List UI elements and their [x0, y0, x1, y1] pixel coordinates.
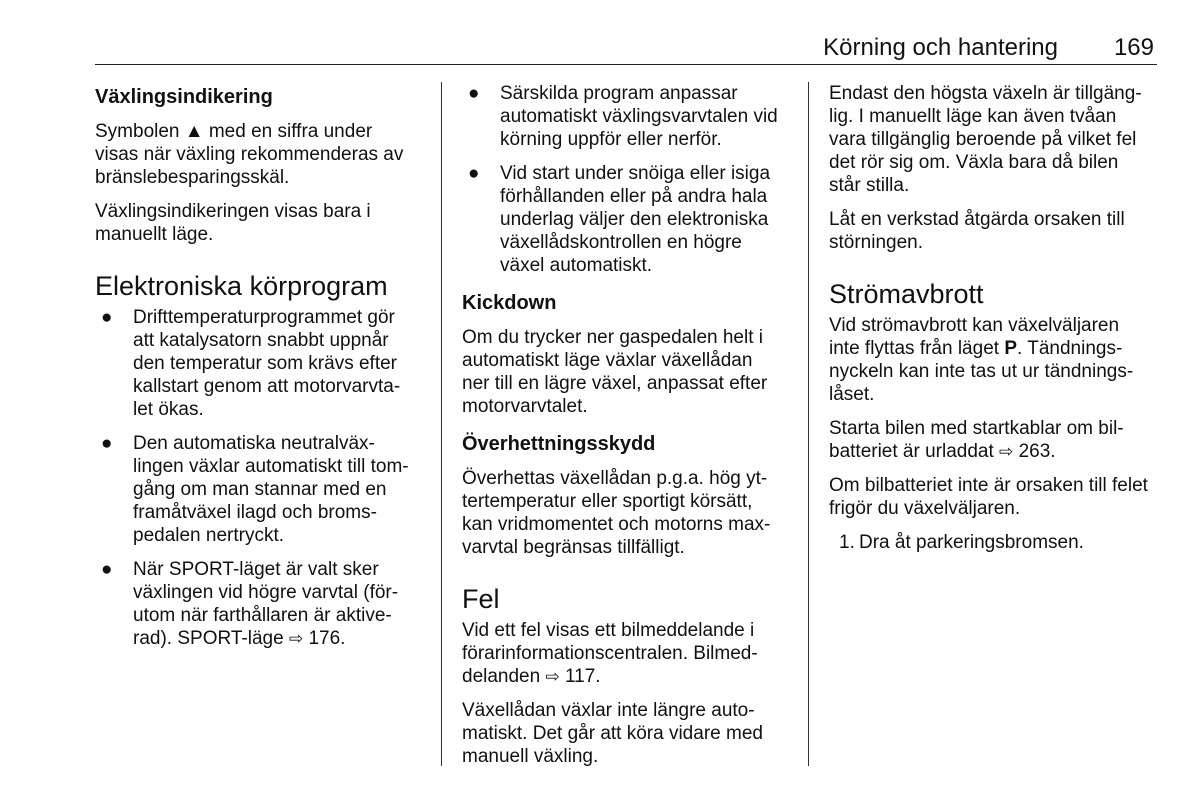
paragraph: Vid ett fel visas ett bilmeddelande i förarinformationscentralen. Bilmed- delanden ⇨ 117. [462, 620, 758, 687]
paragraph: Om bilbatteriet inte är orsaken till felet frigör du växelväljaren. [829, 475, 1148, 519]
column-1 [95, 82, 425, 661]
column-3 [829, 82, 1159, 562]
bullet-icon: ● [468, 83, 480, 104]
list-item: ● När SPORT-läget är valt sker växlingen vid högre varvtal (för- utom när farthållaren är aktive- rad). SPORT-läge ⇨ 176. [101, 559, 399, 649]
paragraph: Vid strömavbrott kan växelväljaren inte flyttas från läget P. Tändnings- nyckeln kan inte tas ut ur tändnings- låset. [829, 315, 1134, 405]
heading-shift-indicator: Växlingsindikering [95, 86, 273, 108]
page-reference-arrow-icon[interactable]: ⇨ [999, 442, 1014, 461]
heading-kickdown: Kickdown [462, 292, 557, 314]
bullet-icon: ● [101, 559, 113, 580]
paragraph: Växlingsindikeringen visas bara i manuellt läge. [95, 201, 371, 245]
paragraph: Endast den högsta växeln är tillgäng- lig. I manuellt läge kan även tvåan vara tillgänglig beroende på vilket fel det rör sig om. Växla bara då bilen står stilla. [829, 83, 1142, 196]
heading-overheat-protection: Överhettningsskydd [462, 433, 656, 455]
paragraph: Låt en verkstad åtgärda orsaken till störningen. [829, 209, 1125, 253]
bullet-icon: ● [101, 433, 113, 454]
page-reference[interactable]: 176. [308, 628, 346, 649]
page-reference-arrow-icon[interactable]: ⇨ [288, 629, 304, 648]
heading-fault: Fel [462, 584, 500, 614]
list-item [829, 531, 1159, 554]
list-item: ● Den automatiska neutralväx- lingen växlar automatiskt till tom- gång om man stannar med en framåtväxel ilagd och broms- pedalen nertryckt. [101, 433, 409, 546]
bullet-icon: ● [468, 163, 480, 184]
step-text: Dra åt parkeringsbromsen. [859, 532, 1084, 553]
paragraph: Symbolen ▲ med en siffra under visas när växling rekommenderas av bränslebesparingsskäl. [95, 121, 404, 188]
list-item: ● Vid start under snöiga eller isiga förhållanden eller på andra hala underlag väljer den elektroniska växellådskontrollen en högre växel automatiskt. [468, 163, 771, 276]
page-number: 169 [1113, 34, 1154, 61]
list-item: ● Särskilda program anpassar automatiskt växlingsvarvtalen vid körning uppför eller nerför. [468, 83, 778, 150]
paragraph: Växellådan växlar inte längre auto- matiskt. Det går att köra vidare med manuell växling. [462, 700, 763, 767]
paragraph: Överhettas växellådan p.g.a. hög yt- tertemperatur eller sportigt körsätt, kan vridmomentet och motorns max- varvtal begränsas tillfälligt. [462, 468, 771, 558]
list-item: ● Drifttemperaturprogrammet gör att katalysatorn snabbt uppnår den temperatur som krävs efter kallstart genom att motorvarvta- let ökas. [101, 307, 401, 420]
page-reference-arrow-icon[interactable]: ⇨ [545, 667, 560, 686]
bullet-list [95, 306, 425, 650]
page-reference[interactable]: 117. [565, 666, 601, 687]
paragraph: Starta bilen med startkablar om bil- batteriet är urladdat ⇨ 263. [829, 418, 1124, 462]
numbered-list [829, 531, 1159, 554]
column-divider [441, 82, 442, 766]
column-divider [808, 82, 809, 766]
column-2 [462, 82, 792, 779]
step-number: 1. [839, 532, 855, 553]
bullet-icon: ● [101, 307, 113, 328]
paragraph: Om du trycker ner gaspedalen helt i automatiskt läge växlar växellådan ner till en lägre växel, anpassat efter motorvarvtalet. [462, 327, 768, 417]
page-reference[interactable]: 263. [1018, 441, 1056, 462]
section-title: Körning och hantering [823, 34, 1058, 61]
heading-power-failure: Strömavbrott [829, 279, 984, 309]
heading-drive-programs: Elektroniska körprogram [95, 271, 388, 301]
page-header [95, 30, 1157, 65]
bullet-list [462, 82, 792, 277]
